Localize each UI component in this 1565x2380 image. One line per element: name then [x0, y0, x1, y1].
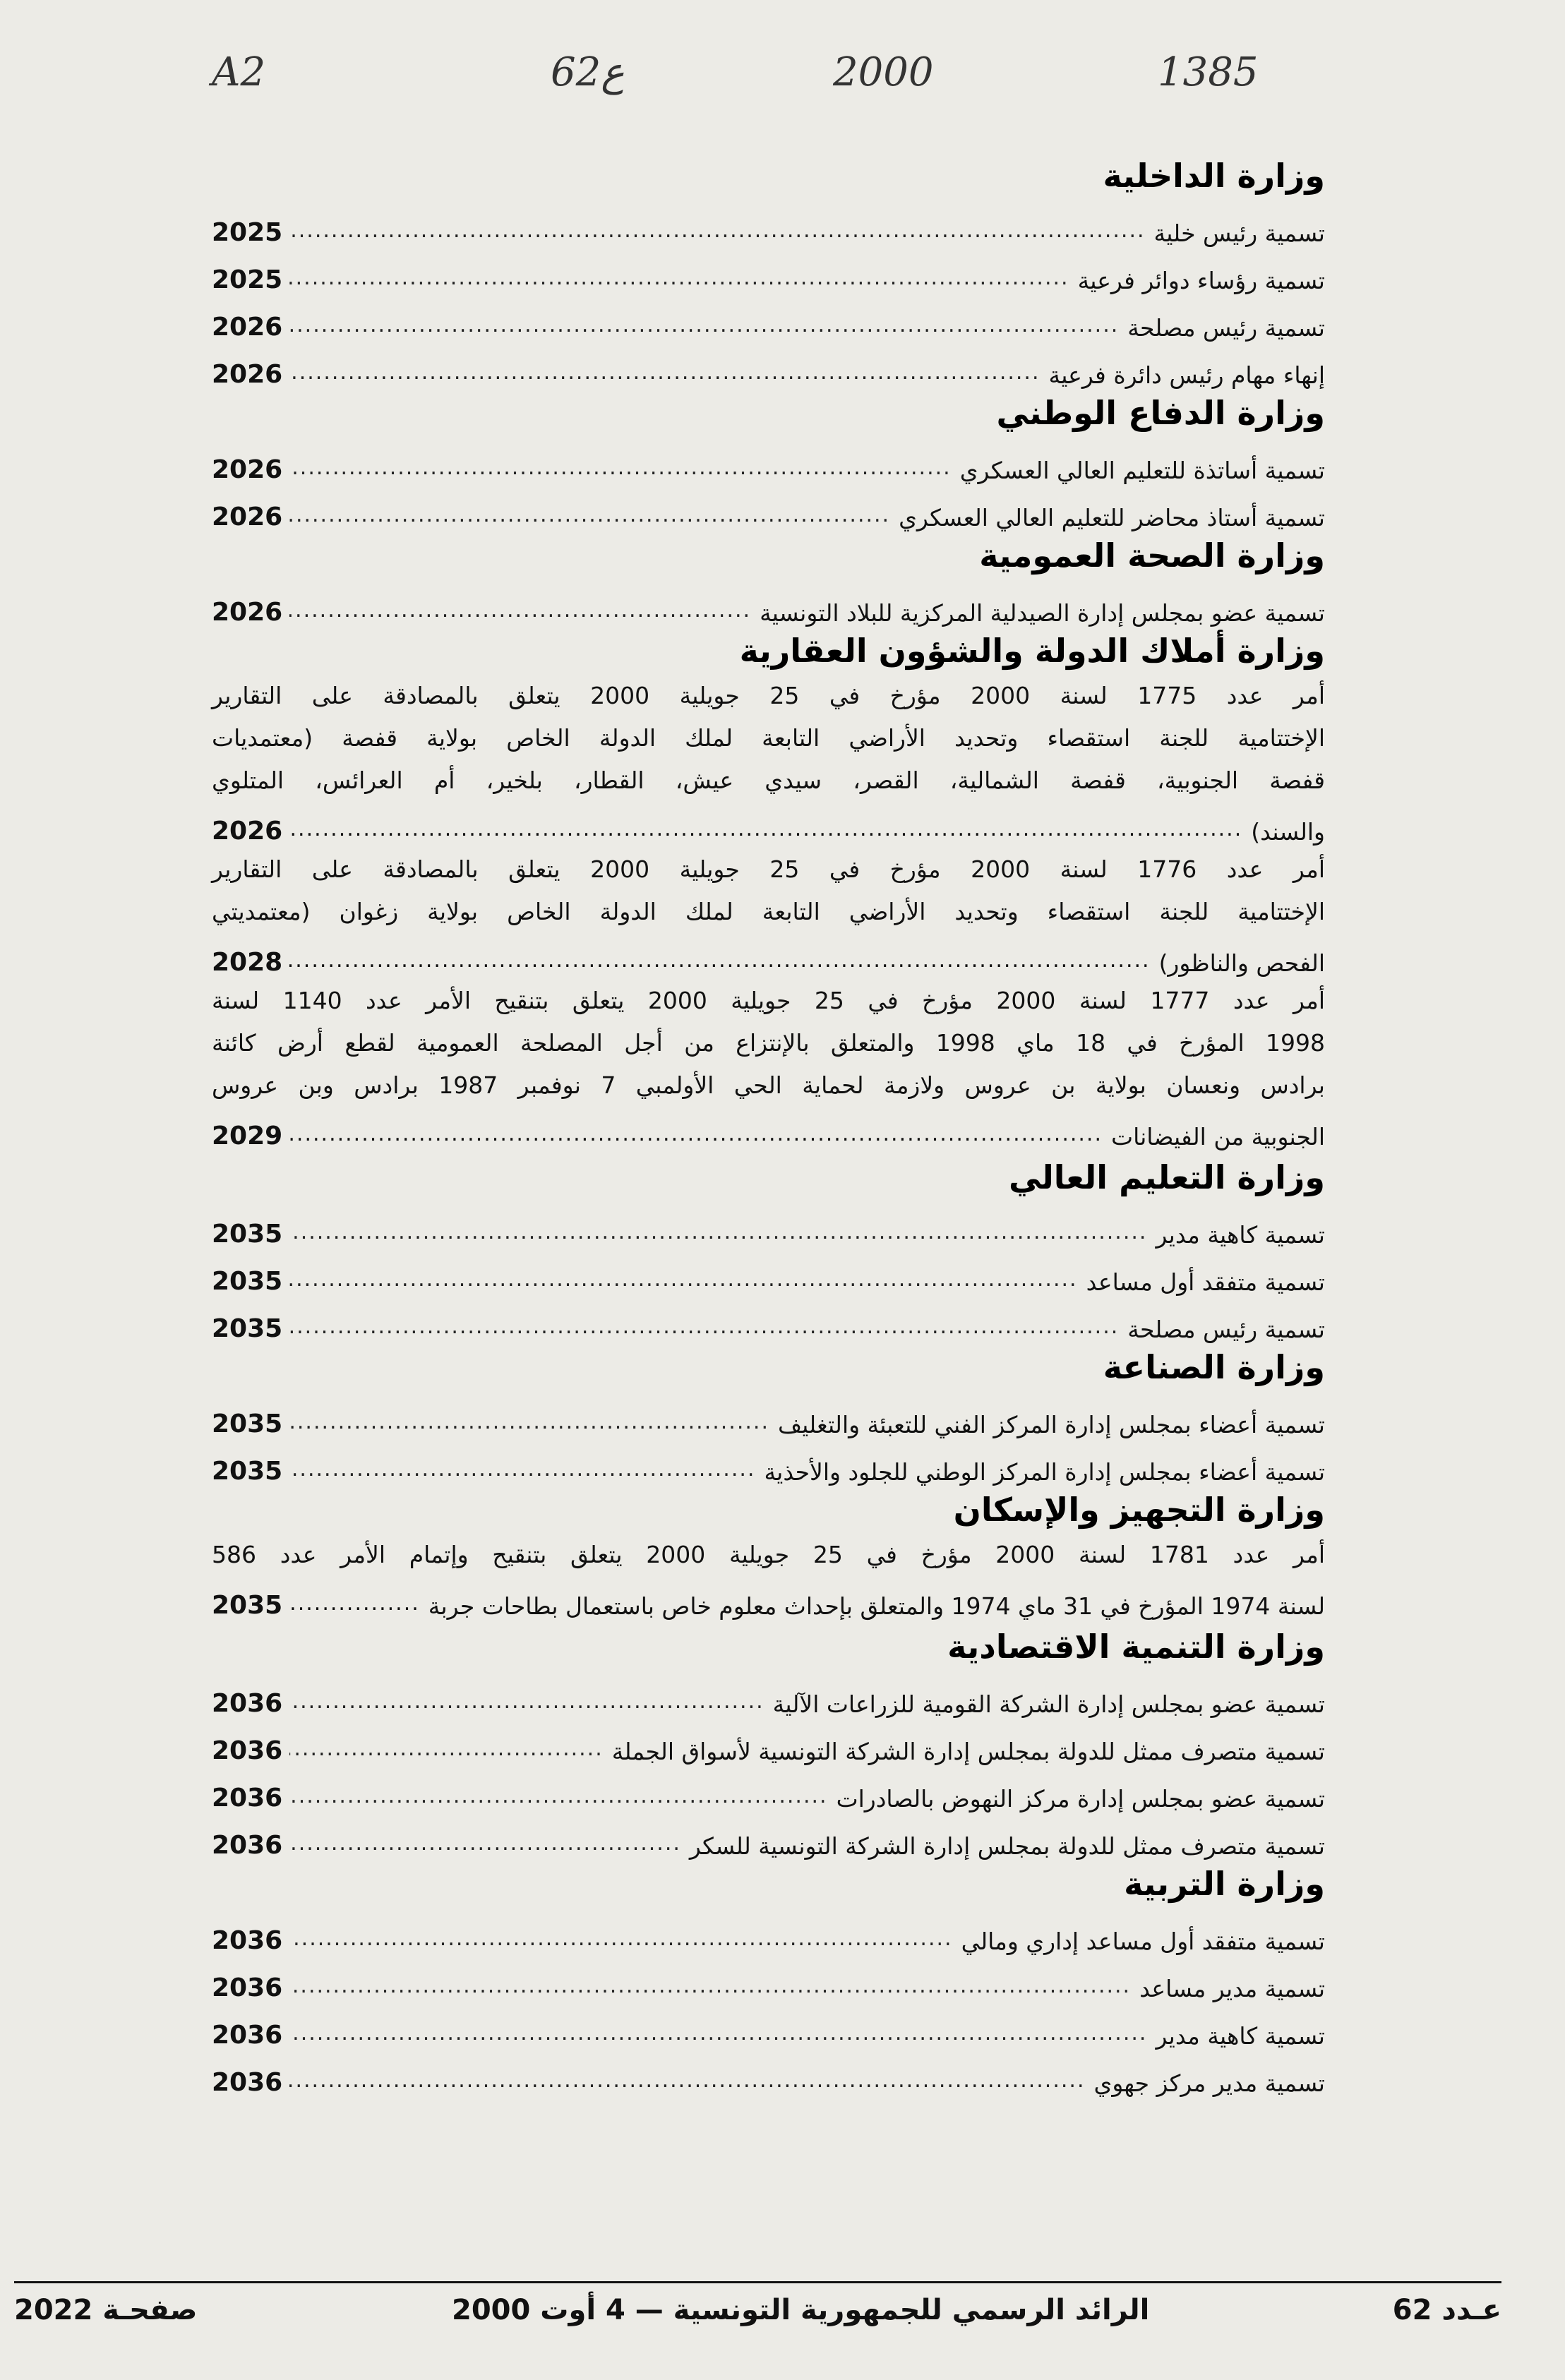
toc-entry-page: 2025	[212, 265, 283, 294]
toc-entry-page: 2026	[212, 313, 283, 342]
decree-line: أمر عدد 1777 لسنة 2000 مؤرخ في 25 جويلية 2000 يتعلق بتنقيح الأمر عدد 1140 لسنة	[212, 987, 1326, 1014]
dot-leader	[289, 1831, 684, 1860]
toc-entry-page: 2036	[212, 2068, 283, 2097]
dot-leader	[289, 265, 1072, 294]
toc-entry-page: 2026	[212, 360, 283, 389]
dot-leader	[289, 1457, 758, 1486]
table-of-contents	[212, 152, 1325, 2097]
toc-entry-text: تسمية مدير مساعد	[1139, 1975, 1325, 2002]
toc-entry	[212, 579, 1325, 627]
decree-last-line	[212, 1107, 1325, 1150]
section-title: وزارة التعليم العالي	[1008, 1158, 1325, 1196]
toc-entry-page: 2026	[212, 598, 283, 627]
toc-entry-text: تسمية متفقد أول مساعد إداري ومالي	[961, 1928, 1325, 1955]
toc-entry-text: إنهاء مهام رئيس دائرة فرعية	[1048, 361, 1325, 389]
decree-line: أمر عدد 1776 لسنة 2000 مؤرخ في 25 جويلية 2000 يتعلق بالمصادقة على التقارير	[212, 855, 1325, 883]
toc-entry-text: تسمية متصرف ممثل للدولة بمجلس إدارة الشركة التونسية للسكر	[689, 1832, 1325, 1860]
dot-leader	[289, 313, 1122, 342]
decree-entry	[212, 980, 1325, 1150]
toc-entry-page: 2035	[212, 1457, 283, 1486]
footer-journal-title: الرائد الرسمي للجمهورية التونسية — 4 أوت 2000	[452, 2294, 1150, 2326]
decree-last-text: الجنوبية من الفيضانات	[1111, 1123, 1325, 1150]
decree-last-text: والسند)	[1251, 818, 1325, 846]
toc-entry-text: تسمية رؤساء دوائر فرعية	[1077, 267, 1325, 294]
decree-last-line	[212, 1576, 1325, 1620]
toc-entry	[212, 1201, 1325, 1249]
toc-entry-page: 2026	[212, 503, 283, 531]
decree-line: قفصة الجنوبية، قفصة الشمالية، القصر، سيدي عيش، القطار، بلخير، أم العرائس، المتلوي	[212, 767, 1325, 794]
decree-line: الإختتامية للجنة استقصاء وتحديد الأراضي التابعة لملك الدولة الخاص بولاية زغوان (معتمديتي	[212, 898, 1325, 925]
handwritten-note-year: 2000	[833, 49, 934, 95]
toc-entry-text: تسمية رئيس مصلحة	[1127, 314, 1325, 342]
decree-line: أمر عدد 1781 لسنة 2000 مؤرخ في 25 جويلية 2000 يتعلق بتنقيح وإتمام الأمر عدد 586	[212, 1541, 1326, 1568]
dot-leader	[289, 1314, 1122, 1343]
handwritten-note-issue: 62ع	[551, 49, 625, 95]
toc-entry	[212, 1249, 1325, 1296]
dot-leader	[289, 360, 1043, 389]
toc-entry	[212, 437, 1325, 484]
toc-entry-page: 2036	[212, 1973, 283, 2002]
toc-entry	[212, 342, 1325, 389]
toc-entry	[212, 294, 1325, 342]
toc-entry	[212, 1813, 1325, 1860]
toc-entry-text: تسمية أساتذة للتعليم العالي العسكري	[959, 457, 1325, 484]
toc-entry	[212, 2050, 1325, 2097]
toc-entry-page: 2035	[212, 1220, 283, 1249]
decree-last-text: لسنة 1974 المؤرخ في 31 ماي 1974 والمتعلق بإحداث معلوم خاص باستعمال بطاحات جربة	[428, 1592, 1325, 1620]
decree-page: 2035	[212, 1591, 283, 1620]
dot-leader	[289, 1689, 767, 1718]
dot-leader	[289, 1736, 606, 1765]
decree-page: 2028	[212, 948, 283, 977]
dot-leader	[289, 1784, 831, 1813]
toc-entry-text: تسمية عضو بمجلس إدارة الصيدلية المركزية للبلاد التونسية	[760, 599, 1325, 627]
toc-entry	[212, 1391, 1325, 1438]
decree-line: برادس ونعسان بولاية بن عروس ولازمة لحماية الحي الأولمبي 7 نوفمبر 1987 برادس وبن عروس	[212, 1071, 1325, 1099]
section-title: وزارة الداخلية	[1103, 157, 1325, 195]
toc-entry	[212, 1765, 1325, 1813]
section-title: وزارة التربية	[1124, 1865, 1325, 1903]
toc-entry-text: تسمية متصرف ممثل للدولة بمجلس إدارة الشركة التونسية لأسواق الجملة	[611, 1738, 1325, 1765]
toc-entry-text: تسمية رئيس خلية	[1153, 220, 1325, 247]
toc-entry	[212, 1296, 1325, 1343]
toc-entry-text: تسمية كاهية مدير	[1156, 1221, 1325, 1249]
decree-page: 2026	[212, 817, 283, 846]
toc-entry-text: تسمية عضو بمجلس إدارة مركز النهوض بالصادرات	[836, 1785, 1325, 1813]
toc-entry-text: تسمية أستاذ محاضر للتعليم العالي العسكري	[899, 504, 1325, 531]
footer-page-number: صفحـة 2022	[14, 2294, 198, 2326]
toc-entry-page: 2036	[212, 1784, 283, 1813]
footer-issue: عـدد 62	[1392, 2294, 1501, 2326]
handwritten-note-a2: A2	[212, 49, 266, 95]
toc-entry-page: 2036	[212, 1689, 283, 1718]
footer-divider	[14, 2281, 1501, 2283]
dot-leader	[289, 1220, 1150, 1249]
page-footer	[14, 2294, 1501, 2343]
toc-entry-text: تسمية مدير مركز جهوي	[1093, 2069, 1325, 2097]
dot-leader	[289, 1973, 1134, 2002]
toc-entry-page: 2026	[212, 455, 283, 484]
section-title: وزارة الصحة العمومية	[979, 536, 1325, 575]
dot-leader	[289, 1410, 772, 1438]
dot-leader	[289, 2021, 1150, 2050]
toc-entry	[212, 1718, 1325, 1765]
toc-entry	[212, 200, 1325, 247]
dot-leader	[289, 218, 1149, 247]
toc-entry	[212, 484, 1325, 531]
dot-leader	[289, 817, 1245, 846]
toc-entry	[212, 1908, 1325, 1955]
section-title: وزارة التجهيز والإسكان	[953, 1491, 1325, 1529]
dot-leader	[289, 948, 1153, 977]
decree-page: 2029	[212, 1122, 283, 1150]
toc-entry-page: 2036	[212, 1926, 283, 1955]
decree-line: الإختتامية للجنة استقصاء وتحديد الأراضي التابعة لملك الدولة الخاص بولاية قفصة (معتمديات	[212, 724, 1325, 752]
toc-entry-text: تسمية عضو بمجلس إدارة الشركة القومية للزراعات الآلية	[772, 1690, 1325, 1718]
toc-entry-page: 2035	[212, 1267, 283, 1296]
toc-entry-page: 2035	[212, 1410, 283, 1438]
dot-leader	[289, 2068, 1088, 2097]
decree-last-line	[212, 802, 1325, 846]
decree-last-text: الفحص والناظور)	[1158, 949, 1325, 977]
toc-entry-text: تسمية متفقد أول مساعد	[1086, 1268, 1325, 1296]
section-title: وزارة التنمية الاقتصادية	[947, 1628, 1325, 1666]
dot-leader	[289, 1267, 1081, 1296]
toc-entry-text: تسمية كاهية مدير	[1156, 2022, 1325, 2050]
decree-line: 1998 المؤرخ في 18 ماي 1998 والمتعلق بالإنتزاع من أجل المصلحة العمومية لقطع أرض كائنة	[212, 1029, 1325, 1057]
toc-entry-page: 2036	[212, 1831, 283, 1860]
toc-entry-page: 2036	[212, 2021, 283, 2050]
toc-entry-page: 2025	[212, 218, 283, 247]
decree-entry	[212, 675, 1325, 846]
toc-entry	[212, 1671, 1325, 1718]
toc-entry-text: تسمية أعضاء بمجلس إدارة المركز الوطني للجلود والأحذية	[764, 1458, 1325, 1486]
toc-entry-page: 2036	[212, 1736, 283, 1765]
toc-entry-page: 2035	[212, 1314, 283, 1343]
dot-leader	[289, 1926, 956, 1955]
decree-line: أمر عدد 1775 لسنة 2000 مؤرخ في 25 جويلية 2000 يتعلق بالمصادقة على التقارير	[212, 682, 1325, 709]
dot-leader	[289, 455, 954, 484]
dot-leader	[289, 598, 754, 627]
toc-entry	[212, 2002, 1325, 2050]
dot-leader	[289, 1122, 1105, 1150]
toc-entry-text: تسمية أعضاء بمجلس إدارة المركز الفني للتعبئة والتغليف	[777, 1411, 1325, 1438]
dot-leader	[289, 503, 893, 531]
dot-leader	[289, 1591, 423, 1620]
toc-entry	[212, 1955, 1325, 2002]
toc-entry	[212, 1438, 1325, 1486]
toc-entry	[212, 247, 1325, 294]
toc-entry-text: تسمية رئيس مصلحة	[1127, 1316, 1325, 1343]
section-title: وزارة الدفاع الوطني	[996, 394, 1325, 432]
section-title: وزارة أملاك الدولة والشؤون العقارية	[739, 632, 1325, 670]
decree-entry	[212, 1534, 1325, 1620]
decree-entry	[212, 848, 1325, 977]
decree-last-line	[212, 933, 1325, 977]
handwritten-note-number: 1385	[1158, 49, 1259, 95]
section-title: وزارة الصناعة	[1103, 1348, 1325, 1386]
